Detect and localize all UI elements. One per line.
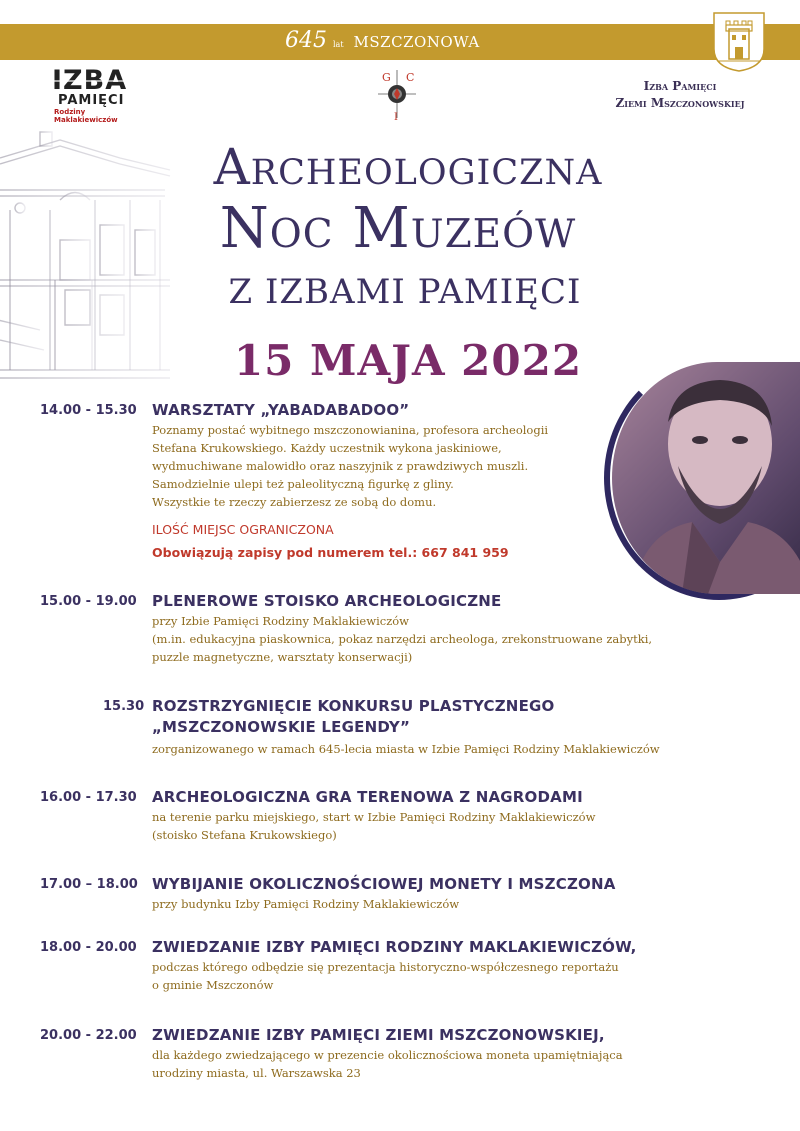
event-time: 16.00 - 17.30	[40, 790, 137, 805]
event-desc-line: (stoisko Stefana Krukowskiego)	[152, 828, 337, 842]
event-desc-line: Stefana Krukowskiego. Każdy uczestnik wykona jaskiniowe,	[152, 441, 502, 455]
event-desc-line: o gminie Mszczonów	[152, 978, 274, 992]
gci-letter-g: G	[382, 71, 391, 84]
logo-rodziny-text: Rodziny Maklakiewiczów	[54, 108, 118, 124]
event-title: PLENEROWE STOISKO ARCHEOLOGICZNE	[152, 592, 502, 610]
izba-maklakiewiczow-logo	[52, 65, 148, 124]
anniversary-banner	[285, 28, 480, 53]
event-time: 18.00 - 20.00	[40, 940, 137, 955]
event-title: ARCHEOLOGICZNA GRA TERENOWA Z NAGRODAMI	[152, 788, 583, 806]
event-desc-line: przy budynku Izby Pamięci Rodziny Maklakiewiczów	[152, 897, 460, 911]
logo-izba-text: IZBA	[52, 65, 128, 96]
logo-right-line1: Izba Pamięci	[643, 79, 717, 93]
event-desc-line: Wszystkie te rzeczy zabierzesz ze sobą do domu.	[152, 495, 437, 509]
gci-letter-c: C	[406, 71, 415, 84]
event-desc-line: podczas którego odbędzie się prezentacja historyczno-współczesnego reportażu	[152, 960, 619, 974]
izba-ziemi-mszczonowskiej-logo	[590, 78, 770, 112]
event-desc-line: urodziny miasta, ul. Warszawska 23	[152, 1066, 361, 1080]
event-date: 15 MAJA 2022	[233, 336, 583, 385]
event-title: ZWIEDZANIE IZBY PAMIĘCI RODZINY MAKLAKIEWICZÓW,	[152, 938, 637, 956]
event-time: 14.00 - 15.30	[40, 403, 137, 418]
town-crest-icon	[712, 11, 766, 73]
logo-pamieci-text: PAMIĘCI	[58, 93, 125, 108]
event-title: WYBIJANIE OKOLICZNOŚCIOWEJ MONETY I MSZCZONA	[152, 875, 616, 893]
event-desc-line: dla każdego zwiedzającego w prezencie okolicznościowa moneta upamiętniająca	[152, 1048, 623, 1062]
event-title: ROZSTRZYGNIĘCIE KONKURSU PLASTYCZNEGO	[152, 697, 555, 715]
event-desc-line: przy Izbie Pamięci Rodziny Maklakiewiczów	[152, 614, 410, 628]
title-line-noc-muzeow: Noc Muzeów	[219, 196, 577, 261]
event-title: WARSZTATY „YABADABADOO”	[152, 401, 410, 419]
event-time: 15.30	[103, 699, 145, 714]
anniversary-suffix: lat	[333, 40, 344, 49]
event-time: 17.00 – 18.00	[40, 877, 138, 892]
logo-right-line2: Ziemi Mszczonowskiej	[615, 96, 745, 110]
event-desc-line: wydmuchiwane malowidło oraz naszyjnik z prawdziwych muszli.	[152, 459, 529, 473]
title-line-archeologiczna: Archeologiczna	[213, 138, 603, 196]
event-time: 15.00 - 19.00	[40, 594, 137, 609]
limited-places-note: ILOŚĆ MIEJSC OGRANICZONA	[152, 522, 334, 537]
event-time: 20.00 - 22.00	[40, 1028, 137, 1043]
event-desc-line: Samodzielnie ulepi też paleolityczną figurkę z gliny.	[152, 477, 454, 491]
event-title: ZWIEDZANIE IZBY PAMIĘCI ZIEMI MSZCZONOWSKIEJ,	[152, 1026, 605, 1044]
anniversary-number: 645	[285, 28, 327, 53]
event-desc-line: zorganizowanego w ramach 645-lecia miasta w Izbie Pamięci Rodziny Maklakiewiczów	[152, 742, 660, 756]
gci-letter-i: I	[394, 112, 398, 122]
title-line-z-izbami: Z IZBAMI PAMIĘCI	[228, 272, 582, 312]
event-title-second-line: „MSZCZONOWSKIE LEGENDY”	[152, 718, 411, 736]
gci-compass-logo	[376, 68, 418, 122]
event-desc-line: na terenie parku miejskiego, start w Izbie Pamięci Rodziny Maklakiewiczów	[152, 810, 596, 824]
event-desc-line: puzzle magnetyczne, warsztaty konserwacji)	[152, 650, 413, 664]
registration-phone-note: Obowiązują zapisy pod numerem tel.: 667 841 959	[152, 545, 509, 560]
event-desc-line: (m.in. edukacyjna piaskownica, pokaz narzędzi archeologa, zrekonstruowane zabytki,	[152, 632, 653, 646]
event-desc-line: Poznamy postać wybitnego mszczonowianina, profesora archeologii	[152, 423, 549, 437]
anniversary-town: MSZCZONOWA	[353, 33, 480, 51]
